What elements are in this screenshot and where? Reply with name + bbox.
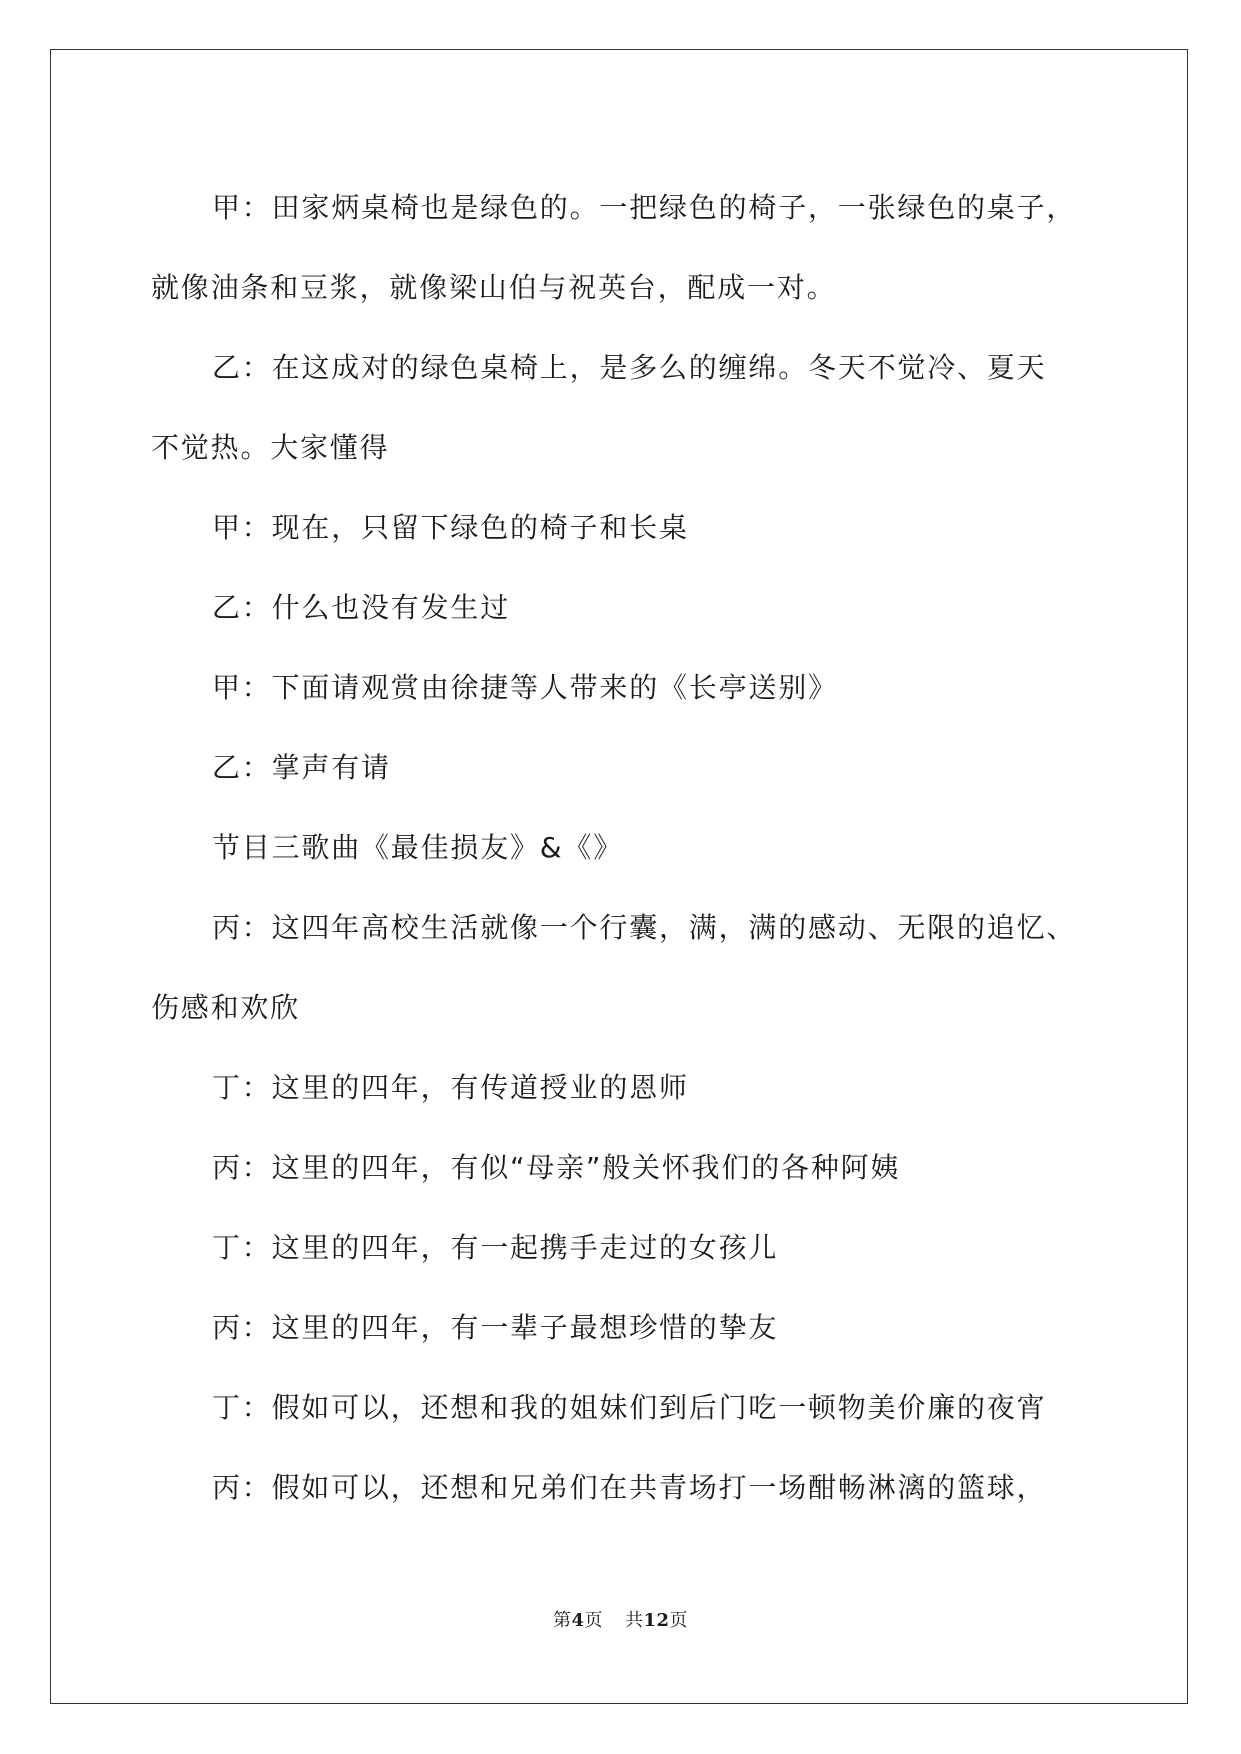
page-footer bbox=[0, 1606, 1241, 1632]
total-suffix: 页 bbox=[669, 1610, 689, 1631]
paragraph: 甲：下面请观赏由徐捷等人带来的《长亭送别》 bbox=[212, 671, 838, 704]
paragraph: 不觉热。大家懂得 bbox=[151, 431, 390, 464]
page-number: 4 bbox=[571, 1610, 585, 1631]
paragraph: 乙：掌声有请 bbox=[212, 751, 391, 784]
paragraph: 丙：这里的四年，有一辈子最想珍惜的挚友 bbox=[212, 1311, 779, 1344]
paragraph: 丁：假如可以，还想和我的姐妹们到后门吃一顿物美价廉的夜宵 bbox=[212, 1391, 1047, 1424]
paragraph: 丁：这里的四年，有传道授业的恩师 bbox=[212, 1071, 689, 1104]
paragraph: 丙：这四年高校生活就像一个行囊，满，满的感动、无限的追忆、 bbox=[212, 911, 1077, 944]
paragraph: 丙：假如可以，还想和兄弟们在共青场打一场酣畅淋漓的篮球， bbox=[212, 1471, 1047, 1504]
page-suffix: 页 bbox=[584, 1610, 603, 1631]
document-body bbox=[151, 168, 1111, 1528]
paragraph: 节目三歌曲《最佳损友》&《》 bbox=[212, 831, 624, 864]
total-pages: 12 bbox=[643, 1610, 670, 1631]
paragraph: 伤感和欢欣 bbox=[151, 991, 301, 1024]
paragraph: 丁：这里的四年，有一起携手走过的女孩儿 bbox=[212, 1231, 779, 1264]
page-prefix: 第 bbox=[552, 1610, 572, 1631]
paragraph: 丙：这里的四年，有似“母亲”般关怀我们的各种阿姨 bbox=[212, 1151, 901, 1184]
total-prefix: 共 bbox=[624, 1610, 644, 1631]
paragraph: 甲：现在，只留下绿色的椅子和长桌 bbox=[212, 511, 689, 544]
paragraph: 乙：在这成对的绿色桌椅上，是多么的缠绵。冬天不觉冷、夏天 bbox=[212, 351, 1047, 384]
paragraph: 就像油条和豆浆，就像梁山伯与祝英台，配成一对。 bbox=[151, 271, 837, 304]
paragraph: 甲：田家炳桌椅也是绿色的。一把绿色的椅子，一张绿色的桌子， bbox=[212, 191, 1077, 224]
paragraph: 乙：什么也没有发生过 bbox=[212, 591, 511, 624]
